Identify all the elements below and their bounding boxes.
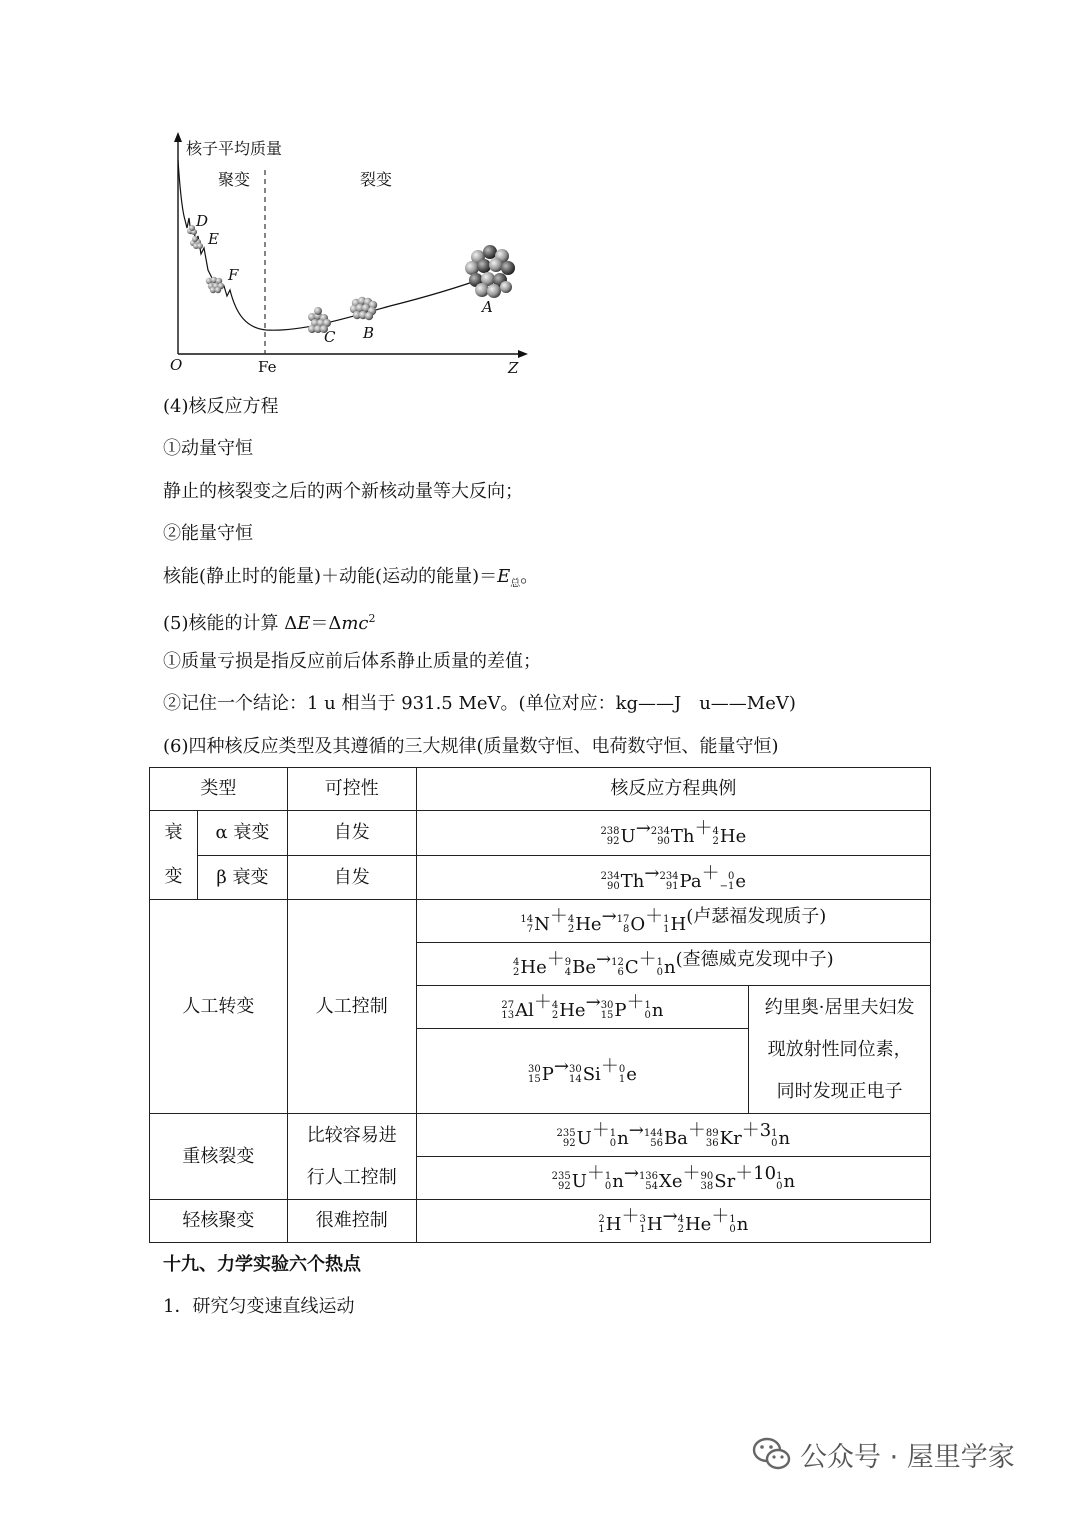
header-example: 核反应方程典例 [416,768,930,811]
alpha-control: 自发 [287,811,416,856]
momentum-text: 静止的核裂变之后的两个新核动量等大反向； [163,481,523,502]
nucleus-e [190,236,203,249]
conclusion-text: ②记住一个结论：1 u 相当于 931.5 MeV。(单位对应：kg——J u——MeV) [163,693,796,714]
x-axis-label: Z [508,359,519,377]
artificial-control: 人工控制 [287,900,416,1114]
fe-label: Fe [258,358,277,376]
table-row [150,1114,931,1157]
point-d-label: D [196,212,209,230]
nucleon-mass-figure [160,130,540,380]
region-fission-label: 裂变 [360,170,393,189]
region-fusion-label: 聚变 [218,170,251,189]
heading-5: (5)核能的计算 ΔE＝Δmc$^2$ [163,612,376,634]
item-1: 1．研究匀变速直线运动 [163,1296,355,1317]
fission-equation-2: 235 92 U＋ 1 0 n→ 136 54 Xe＋ 90 38 Sr＋10 1 0 n [416,1157,930,1200]
point-f-label: F [228,266,239,284]
watermark-text: 公众号 · 屋里学家 [800,1441,1015,1473]
table-row [150,856,931,900]
light-fusion-type: 轻核聚变 [150,1200,288,1243]
point-a-label: A [482,298,493,316]
y-axis-label: 核子平均质量 [186,139,283,158]
origin-label: O [170,356,183,374]
heavy-fission-type: 重核裂变 [150,1114,288,1200]
mass-defect-text: ①质量亏损是指反应前后体系静止质量的差值； [163,651,541,672]
beta-decay-label: β 衰变 [197,856,287,900]
fusion-equation: 2 1 H＋ 3 1 H→ 4 2 He＋ 1 0 n [416,1200,930,1243]
beta-equation: 234 90 Th→ 234 91 Pa＋ 0 −1 e [416,856,930,900]
table-header-row [150,768,931,811]
header-control: 可控性 [287,768,416,811]
artificial-type: 人工转变 [150,900,288,1114]
point-b-label: B [363,324,375,342]
item-energy: ②能量守恒 [163,523,253,544]
nucleus-b [350,297,377,320]
energy-text: 核能(静止时的能量)＋动能(运动的能量)$=E_总$。 [163,566,539,590]
heavy-fission-control: 比较容易进 行人工控制 [287,1114,416,1200]
nuclear-reaction-table [149,767,931,1243]
wechat-icon [752,1437,792,1471]
phosphorus-equation: 27 13 Al＋ 4 2 He→ 30 15 P＋ 1 0 n [416,986,749,1029]
nucleus-f [206,277,224,293]
table-row [150,811,931,856]
table-row [150,1200,931,1243]
point-c-label: C [324,328,336,346]
joliot-note: 约里奥·居里夫妇发 现放射性同位素， 同时发现正电子 [749,986,931,1114]
neutron-equation: 4 2 He＋ 9 4 Be→ 12 6 C＋ 1 0 n(查德威克发现中子) [416,943,930,986]
item-momentum: ①动量守恒 [163,438,253,459]
nucleus-a [465,245,515,298]
table-row [150,900,931,943]
positron-equation: 30 15 P→ 30 14 Si＋ 0 1 e [416,1029,749,1114]
alpha-decay-label: α 衰变 [197,811,287,856]
fission-equation-1: 235 92 U＋ 1 0 n→ 144 56 Ba＋ 89 36 Kr＋3 1 0 n [416,1114,930,1157]
section-19-heading: 十九、力学实验六个热点 [163,1254,361,1275]
heading-6: (6)四种核反应类型及其遵循的三大规律(质量数守恒、电荷数守恒、能量守恒) [163,736,779,757]
proton-equation: 14 7 N＋ 4 2 He→ 17 8 O＋ 1 1 H(卢瑟福发现质子) [416,900,930,943]
header-type: 类型 [150,768,288,811]
beta-control: 自发 [287,856,416,900]
light-fusion-control: 很难控制 [287,1200,416,1243]
decay-group-cell: 衰 变 [150,811,198,900]
alpha-equation: 238 92 U→ 234 90 Th＋ 4 2 He [416,811,930,856]
wechat-watermark [752,1434,1015,1474]
point-e-label: E [208,230,219,248]
heading-4: (4)核反应方程 [163,396,279,417]
